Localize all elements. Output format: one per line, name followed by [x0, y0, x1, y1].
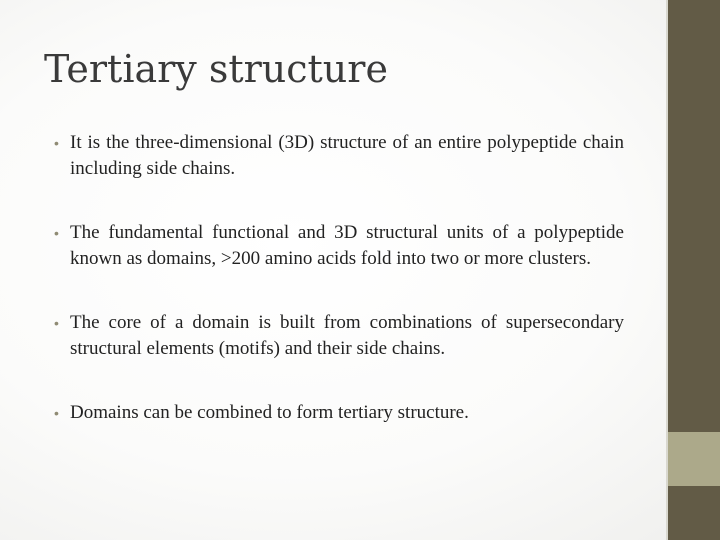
bullet-text: It is the three-dimensional (3D) structure of an entire polypeptide chain including side chains.	[70, 132, 624, 179]
sidebar-accent-dark	[668, 0, 720, 432]
bullet-item	[52, 400, 624, 426]
bullet-marker: •	[54, 315, 59, 331]
bullet-text: Domains can be combined to form tertiary structure.	[70, 402, 469, 423]
slide-title: Tertiary structure	[44, 47, 388, 91]
bullet-item	[52, 310, 624, 362]
bullet-item	[52, 130, 624, 182]
bullet-item	[52, 220, 624, 272]
sidebar-accent-light	[668, 432, 720, 486]
bullet-text: The fundamental functional and 3D structural units of a polypeptide known as domains, >200 amino acids fold into two or more clusters.	[70, 222, 624, 269]
bullet-marker: •	[54, 225, 59, 241]
sidebar-accent-bottom	[668, 486, 720, 540]
bullet-marker: •	[54, 405, 59, 421]
bullet-marker: •	[54, 135, 59, 151]
bullet-list	[52, 130, 624, 426]
bullet-text: The core of a domain is built from combinations of supersecondary structural elements (motifs) and their side chains.	[70, 312, 624, 359]
